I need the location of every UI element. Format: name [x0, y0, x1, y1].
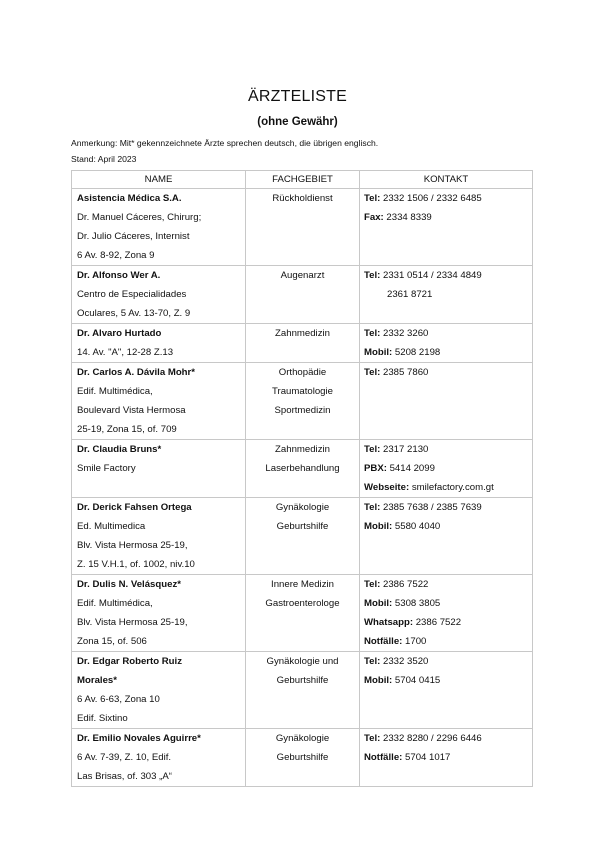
specialty: Sportmedizin [274, 405, 331, 416]
contact-value: 2332 3520 [383, 656, 429, 667]
contact-label: Tel: [364, 656, 381, 667]
contact-value: 2385 7638 / 2385 7639 [383, 502, 482, 513]
fachgebiet-cell [246, 729, 360, 787]
contact-line [364, 324, 528, 343]
specialty: Zahnmedizin [275, 444, 330, 455]
address-line: Ed. Multimedica [77, 521, 146, 532]
contact-value: 5704 0415 [394, 675, 441, 686]
contact-value: 2331 0514 / 2334 4849 [383, 270, 482, 281]
doctor-name: Dr. Derick Fahsen Ortega [77, 502, 192, 513]
specialty: Geburtshilfe [276, 521, 329, 532]
contact-label: Webseite: [364, 482, 410, 493]
kontakt-cell [360, 729, 533, 787]
contact-line [364, 748, 528, 767]
contact-line [364, 189, 528, 208]
name-cell [72, 729, 246, 787]
name-cell [72, 575, 246, 652]
address-line: Edif. Multimédica, [77, 386, 153, 397]
fachgebiet-cell [246, 189, 360, 266]
contact-line [364, 517, 528, 536]
date-stand: Stand: April 2023 [71, 154, 137, 164]
contact-line [364, 729, 528, 748]
contact-value: 1700 [405, 636, 427, 647]
contact-line [364, 613, 528, 632]
specialty: Augenarzt [280, 270, 325, 281]
address-line: Blv. Vista Hermosa 25-19, [77, 540, 188, 551]
name-cell [72, 266, 246, 324]
address-line: 6 Av. 7-39, Z. 10, Edif. [77, 752, 172, 763]
table-row [72, 652, 533, 729]
doctor-name: Dr. Emilio Novales Aguirre* [77, 733, 201, 744]
contact-value: 2385 7860 [383, 367, 429, 378]
doctor-name: Dr. Alfonso Wer A. [77, 270, 161, 281]
contact-value: 2332 3260 [383, 328, 429, 339]
doctor-name: Dr. Claudia Bruns* [77, 444, 162, 455]
address-line: Oculares, 5 Av. 13-70, Z. 9 [77, 308, 191, 319]
page-subtitle: (ohne Gewähr) [257, 116, 338, 128]
contact-value: 2386 7522 [415, 617, 462, 628]
contact-value: 5704 1017 [405, 752, 451, 763]
kontakt-cell [360, 575, 533, 652]
doctor-name: Asistencia Médica S.A. [77, 193, 182, 204]
address-line: Edif. Multimédica, [77, 598, 153, 609]
contact-line [364, 208, 528, 227]
contact-line [364, 652, 528, 671]
doctor-table [71, 170, 533, 787]
kontakt-cell [360, 189, 533, 266]
contact-value: 5208 2198 [394, 347, 441, 358]
contact-value: 2317 2130 [383, 444, 429, 455]
contact-value: 2361 8721 [387, 289, 433, 300]
kontakt-cell [360, 266, 533, 324]
kontakt-cell [360, 363, 533, 440]
doctor-name: Dr. Carlos A. Dávila Mohr* [77, 367, 196, 378]
address-line: Las Brisas, of. 303 „A“ [77, 771, 172, 782]
address-line: Smile Factory [77, 463, 136, 474]
kontakt-cell [360, 324, 533, 363]
contact-label: Mobil: [364, 598, 393, 609]
contact-label: Tel: [364, 270, 381, 281]
specialty: Geburtshilfe [276, 752, 329, 763]
table-row [72, 189, 533, 266]
address-line: Dr. Manuel Cáceres, Chirurg; [77, 212, 202, 223]
address-line: Dr. Julio Cáceres, Internist [77, 231, 190, 242]
address-line: Edif. Sixtino [77, 713, 128, 724]
specialty: Zahnmedizin [275, 328, 330, 339]
address-line: 25-19, Zona 15, of. 709 [77, 424, 177, 435]
table-row [72, 363, 533, 440]
fachgebiet-cell [246, 440, 360, 498]
contact-label: Tel: [364, 502, 381, 513]
name-cell [72, 324, 246, 363]
name-cell [72, 652, 246, 729]
address-line: Zona 15, of. 506 [77, 636, 147, 647]
contact-label: Notfälle: [364, 636, 403, 647]
doctor-name: Dr. Edgar Roberto Ruiz [77, 656, 183, 667]
fachgebiet-cell [246, 363, 360, 440]
table-row [72, 266, 533, 324]
contact-value: 5414 2099 [389, 463, 435, 474]
address-line: Blv. Vista Hermosa 25-19, [77, 617, 188, 628]
contact-value: smilefactory.com.gt [411, 482, 494, 493]
contact-label: Tel: [364, 444, 381, 455]
contact-line [364, 285, 528, 304]
contact-label: Notfälle: [364, 752, 403, 763]
table-row [72, 729, 533, 787]
doctor-name: Dr. Dulis N. Velásquez* [77, 579, 181, 590]
contact-line [364, 363, 528, 382]
fachgebiet-cell [246, 266, 360, 324]
contact-line [364, 478, 528, 497]
specialty: Geburtshilfe [276, 675, 329, 686]
header-kontakt: KONTAKT [360, 171, 533, 189]
specialty: Rückholdienst [272, 193, 333, 204]
kontakt-cell [360, 652, 533, 729]
address-line: 6 Av. 8-92, Zona 9 [77, 250, 155, 261]
contact-line [364, 266, 528, 285]
fachgebiet-cell [246, 575, 360, 652]
contact-line [364, 343, 528, 362]
contact-value: 2334 8339 [386, 212, 432, 223]
doctor-name: Morales* [77, 675, 117, 686]
kontakt-cell [360, 498, 533, 575]
fachgebiet-cell [246, 324, 360, 363]
address-line: 14. Av. "A", 12-28 Z.13 [77, 347, 174, 358]
contact-line [364, 459, 528, 478]
contact-label: Mobil: [364, 347, 393, 358]
specialty: Traumatologie [272, 386, 333, 397]
specialty: Gynäkologie [275, 502, 330, 513]
annotation-note: Anmerkung: Mit* gekennzeichnete Ärzte sprechen deutsch, die übrigen englisch. [71, 138, 379, 148]
header-fachgebiet: FACHGEBIET [246, 171, 360, 189]
table-row [72, 440, 533, 498]
contact-label: Whatsapp: [364, 617, 414, 628]
address-line: Z. 15 V.H.1, of. 1002, niv.10 [77, 559, 195, 570]
address-line: Boulevard Vista Hermosa [77, 405, 186, 416]
contact-label: Mobil: [364, 675, 393, 686]
specialty: Laserbehandlung [265, 463, 340, 474]
name-cell [72, 440, 246, 498]
table-row [72, 498, 533, 575]
contact-line [364, 498, 528, 517]
name-cell [72, 498, 246, 575]
contact-label: Tel: [364, 193, 381, 204]
contact-label: Fax: [364, 212, 384, 223]
specialty: Gynäkologie [275, 733, 330, 744]
specialty: Gynäkologie und [266, 656, 339, 667]
contact-line [364, 594, 528, 613]
contact-label: Tel: [364, 328, 381, 339]
contact-label: Tel: [364, 367, 381, 378]
kontakt-cell [360, 440, 533, 498]
fachgebiet-cell [246, 498, 360, 575]
contact-line [364, 671, 528, 690]
specialty: Orthopädie [278, 367, 327, 378]
contact-value: 5308 3805 [394, 598, 441, 609]
table-row [72, 324, 533, 363]
name-cell [72, 363, 246, 440]
table-header-row [72, 171, 533, 189]
page-title: ÄRZTELISTE [248, 88, 347, 105]
contact-value: 2332 8280 / 2296 6446 [383, 733, 482, 744]
contact-label: PBX: [364, 463, 387, 474]
header-name: NAME [72, 171, 246, 189]
contact-line [364, 440, 528, 459]
contact-value: 2332 1506 / 2332 6485 [383, 193, 482, 204]
contact-line [364, 575, 528, 594]
contact-label: Mobil: [364, 521, 393, 532]
specialty: Gastroenterologe [265, 598, 340, 609]
contact-label: Tel: [364, 733, 381, 744]
contact-label: Tel: [364, 579, 381, 590]
specialty: Innere Medizin [271, 579, 334, 590]
fachgebiet-cell [246, 652, 360, 729]
address-line: Centro de Especialidades [77, 289, 187, 300]
contact-line [364, 632, 528, 651]
table-row [72, 575, 533, 652]
doctor-name: Dr. Alvaro Hurtado [77, 328, 162, 339]
name-cell [72, 189, 246, 266]
address-line: 6 Av. 6-63, Zona 10 [77, 694, 160, 705]
contact-value: 2386 7522 [383, 579, 429, 590]
contact-value: 5580 4040 [394, 521, 441, 532]
